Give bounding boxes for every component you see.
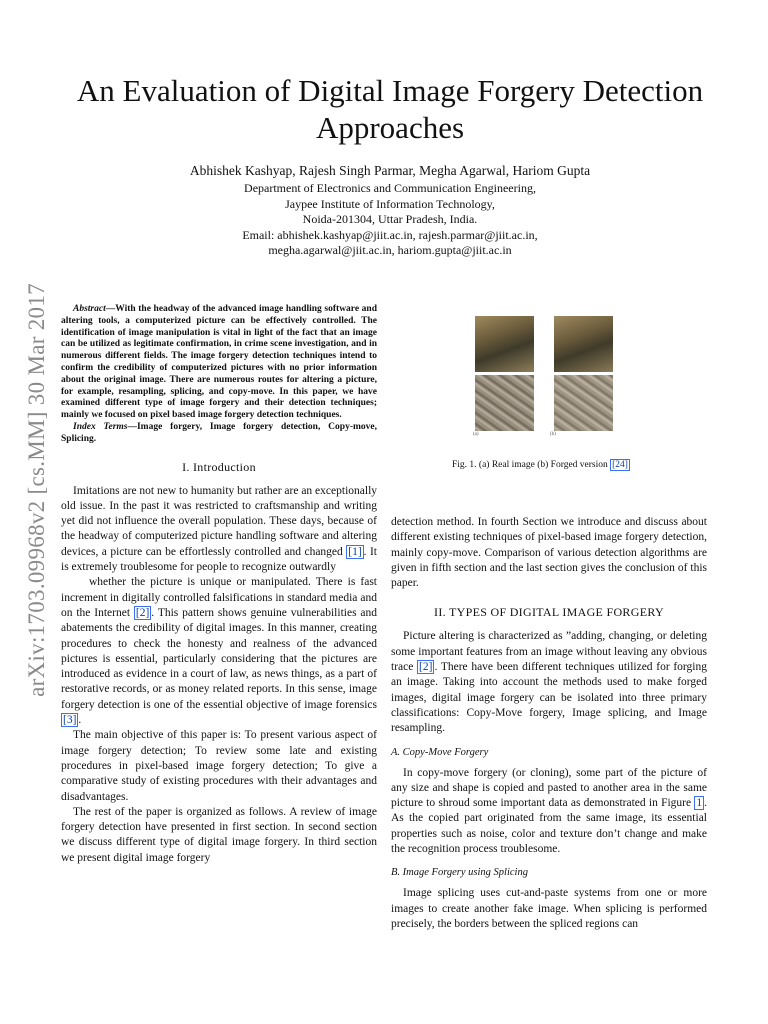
subfigure-label-b: (b)	[550, 432, 556, 437]
citation-link[interactable]: [1]	[348, 545, 362, 558]
left-column	[61, 304, 377, 866]
intro-continuation: detection method. In fourth Section we introduce and discuss about different existing techniques of pixel-based image forgery detection, mainly copy-move. Comparison of various detection algorithms are given in fifth section and the last section gives the conclusion of this paper.	[391, 516, 707, 590]
affiliation-line: Jaypee Institute of Information Technology,	[285, 196, 495, 211]
text-run: Imitations are not new to humanity but rather are an exceptionally old issue. In the past it was restricted to craftsmanship and writing yet did not influence the overall population. These days, because of the headway of computerized picture handling software and altering devices, a picture can be effortlessly controlled and changed	[61, 484, 378, 558]
caption-text: Fig. 1. (a) Real image (b) Forged version	[452, 460, 611, 470]
types-paragraph	[391, 629, 707, 736]
text-run: In copy-move forgery (or cloning), some part of the picture of any size and shape is copied and pasted to another area in the same picture to shroud some important data as demonstrated in Figure	[391, 766, 707, 810]
subsection-heading-copy-move: A. Copy-Move Forgery	[391, 746, 489, 758]
text-run: . It is extremely troublesome for people to recognize outwardly	[61, 545, 377, 574]
abstract	[61, 304, 377, 422]
figure-1	[473, 314, 633, 439]
email-line: megha.agarwal@jiit.ac.in, hariom.gupta@jiit.ac.in	[268, 243, 512, 257]
citation-link[interactable]: [3]	[63, 714, 77, 727]
title-line-1: An Evaluation of Digital Image Forgery Detection	[76, 73, 704, 108]
intro-paragraph-1	[61, 484, 377, 576]
index-terms-text: —Image forgery, Image forgery detection, Copy-move, Splicing.	[61, 421, 377, 444]
figure-reference-link[interactable]: 1	[696, 797, 703, 810]
text-run: . This pattern shows genuine vulnerabilities and abatements the credibility of digital images. In this manner, creating procedures to check the honesty and realness of the advanced pictures is essential, particularly considering that the pictures are introduced as evidence in a court of law, as news things, as a part of restorative records, or as money related reports. In this sense, image forgery detection is one of the essential objective of image forensics	[61, 606, 378, 711]
intro-paragraph-2	[61, 575, 377, 728]
section-heading-types: II. TYPES OF DIGITAL IMAGE FORGERY	[434, 605, 664, 620]
author-list: Abhishek Kashyap, Rajesh Singh Parmar, Megha Agarwal, Hariom Gupta	[189, 163, 591, 178]
text-run: . As the copied part originated from the same image, its essential properties such as noise, color and texture don’t change and make the recognition process troublesome.	[391, 797, 707, 856]
affiliation-block	[60, 181, 720, 259]
citation-link[interactable]: [24]	[612, 460, 628, 470]
text-run: whether the picture is unique or manipulated. There is fast increment in digitally controlled falsifications in standard media and on the Internet	[61, 576, 377, 619]
affiliation-line: Noida-201304, Uttar Pradesh, India.	[302, 212, 478, 226]
title-line-2: Approaches	[315, 110, 465, 145]
text-run: . There have been different techniques utilized for forging an image. Taking into account the methods used to make forged images, digital image forgery can be isolated into three primary classifications: Copy-Move forgery, Image splicing, and Image resampling.	[391, 661, 707, 735]
forged-image-top	[554, 316, 613, 372]
text-run: .	[78, 714, 82, 727]
real-image-top	[475, 316, 534, 372]
real-image-bottom	[475, 375, 534, 431]
forged-image-bottom	[554, 375, 613, 431]
figure-caption	[452, 459, 702, 471]
intro-paragraph-3: The main objective of this paper is: To present various aspect of image forgery detection; To review some late and existing procedures in pixel-based image forgery detection; To give a comparative study of existing procedures with their advantages and disadvantages.	[61, 729, 377, 803]
citation-link[interactable]: [2]	[135, 606, 150, 619]
splicing-paragraph: Image splicing uses cut-and-paste systems from one or more images to create another fake image. When splicing is performed precisely, the borders between the spliced regions can	[391, 887, 707, 930]
arxiv-identifier: arXiv:1703.09968v2 [cs.MM] 30 Mar 2017	[24, 283, 50, 697]
subsection-heading-splicing: B. Image Forgery using Splicing	[391, 867, 528, 879]
intro-paragraph-4: The rest of the paper is organized as follows. A review of image forgery detection have presented in first section. In second section we discuss different type of digital image forgery. In third section we present digital image forgery	[61, 805, 377, 864]
copy-move-paragraph	[391, 766, 707, 858]
citation-link[interactable]: [2]	[419, 661, 433, 674]
text-run: Picture altering is characterized as ”adding, changing, or deleting some important features from an image without leaving any obvious trace	[391, 630, 707, 674]
paper-title	[60, 72, 720, 146]
abstract-text: —With the headway of the advanced image handling software and altering tools, a computerized picture can be effectively controlled. The identification of image manipulation is vital in light of the fact that an image can be utilized as legitimate confirmation, in crime scene investigation, and in numerous different fields. The image forgery detection techniques intend to confirm the credibility of computerized pictures with no prior information about the original image. There are numerous routes for altering a picture, for example, resampling, splicing, and copy-move. In this paper, we have examined different type of image forgery and their detection techniques; mainly we focused on pixel based image forgery detection techniques.	[61, 304, 377, 421]
index-terms-label: Index Terms	[73, 421, 128, 432]
email-line: Email: abhishek.kashyap@jiit.ac.in, rajesh.parmar@jiit.ac.in,	[242, 227, 538, 242]
section-heading-introduction: I. Introduction	[182, 459, 256, 474]
abstract-label: Abstract	[73, 304, 106, 314]
subfigure-label-a: (a)	[473, 432, 479, 437]
arxiv-side-stamp	[7, 260, 67, 720]
right-column	[391, 515, 707, 932]
index-terms	[61, 422, 377, 446]
affiliation-line: Department of Electronics and Communication Engineering,	[244, 181, 536, 195]
